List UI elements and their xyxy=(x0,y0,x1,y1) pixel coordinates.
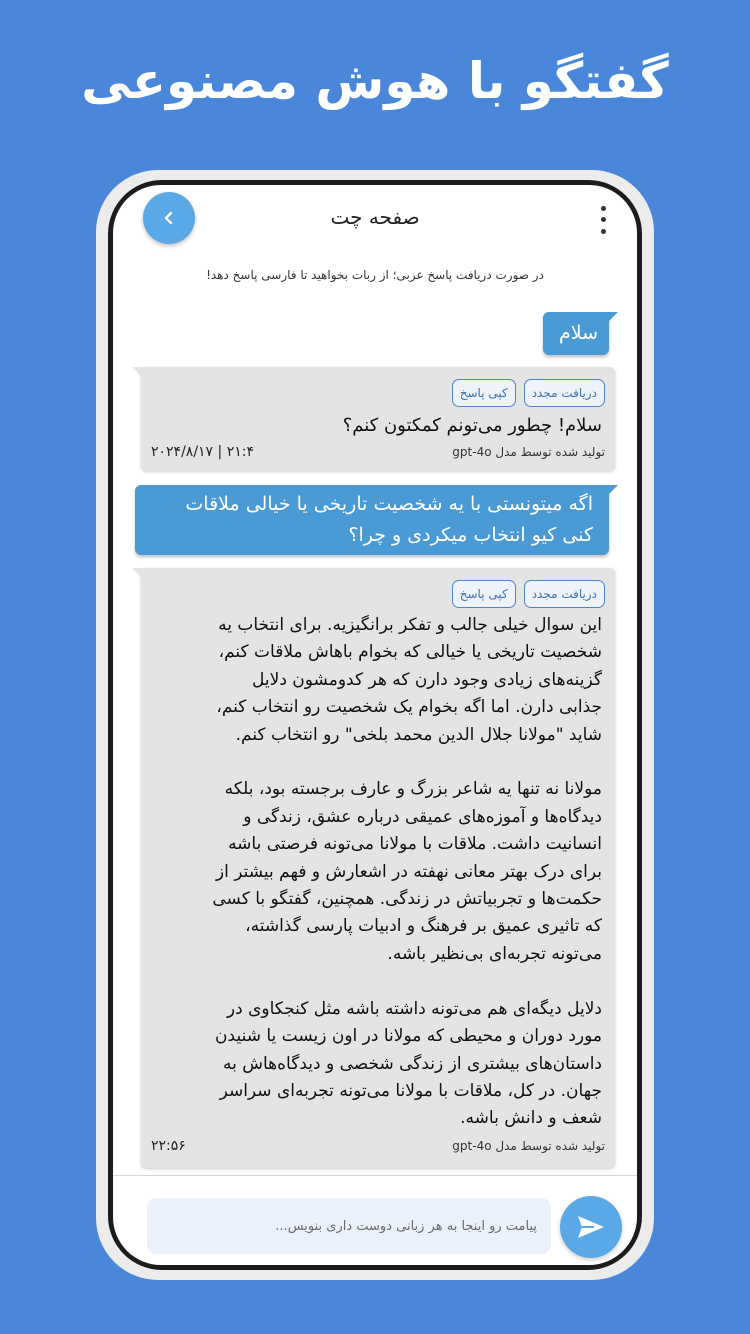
message-actions xyxy=(452,580,605,608)
language-notice: در صورت دریافت پاسخ عربی؛ از ربات بخواهید تا فارسی پاسخ دهد! xyxy=(206,268,544,282)
message-meta xyxy=(151,442,605,462)
app-header xyxy=(113,185,637,259)
model-label: تولید شده توسط مدل gpt-4o xyxy=(452,1139,605,1153)
chat-screen xyxy=(113,185,637,1265)
more-options-button[interactable] xyxy=(591,203,615,237)
copy-button[interactable]: کپی پاسخ xyxy=(452,379,516,407)
user-message-text: سلام xyxy=(558,322,598,344)
message-input[interactable] xyxy=(147,1198,551,1254)
message-actions xyxy=(452,379,605,407)
promo-title: گفتگو با هوش مصنوعی xyxy=(81,52,669,110)
message-meta xyxy=(151,1136,605,1156)
bot-message-text: سلام! چطور می‌تونم کمکتون کنم؟ xyxy=(342,415,602,436)
model-label: تولید شده توسط مدل gpt-4o xyxy=(452,445,605,459)
bot-message-text: این سوال خیلی جالب و تفکر برانگیزیه. برای انتخاب یه شخصیت تاریخی یا خیالی که بخوام باهاش ملاقات کنم، گزینه‌های زیادی وجود دارن که هر کدومشون دلایل جذابی دارن. اما اگه بخوام یک شخصیت رو انتخاب کنم، شاید "مولانا جلال الدین محمد بلخی" رو انتخاب کنم. مولانا نه تنها یه شاعر بزرگ و عارف برجسته بود، بلکه دیدگاه‌ها و آموزه‌های عمیقی درباره عشق، زندگی و انسانیت داشت. ملاقات با مولانا می‌تونه فرصتی باشه برای درک بهتر معانی نهفته در اشعارش و فهم بیشتر از حکمت‌ها و تجربیاتش در زندگی. همچنین، گفتگو با کسی که تاثیری عمیق بر فرهنگ و ادبیات پارسی گذاشته، می‌تونه تجربه‌ای بی‌نظیر باشه. دلایل دیگه‌ای هم می‌تونه داشته باشه مثل کنجکاوی در مورد دوران و محیطی که مولانا در اون زیست یا شنیدن داستان‌های بیشتری از زندگی شخصی و دیدگاه‌هاش به جهان. در کل، ملاقات با مولانا می‌تونه تجربه‌ای سراسر شعف و دانش باشه. xyxy=(212,615,602,1129)
send-icon xyxy=(576,1214,606,1240)
send-button[interactable] xyxy=(560,1196,622,1258)
user-message xyxy=(543,312,609,355)
bot-message xyxy=(141,568,615,1168)
user-message-text: اگه میتونستی با یه شخصیت تاریخی یا خیالی ملاقات کنی کیو انتخاب میکردی و چرا؟ xyxy=(185,493,593,546)
copy-button[interactable]: کپی پاسخ xyxy=(452,580,516,608)
page-title: صفحه چت xyxy=(330,205,420,229)
message-timestamp: ۲۲:۵۶ xyxy=(151,1138,186,1154)
regenerate-button[interactable]: دریافت مجدد xyxy=(524,580,605,608)
message-timestamp: ۲۰۲۴/۸/۱۷ | ۲۱:۴ xyxy=(151,444,254,460)
user-message xyxy=(135,485,609,555)
phone-bezel xyxy=(108,180,642,1270)
phone-frame xyxy=(96,170,654,1280)
bot-message xyxy=(141,367,615,471)
regenerate-button[interactable]: دریافت مجدد xyxy=(524,379,605,407)
more-vertical-icon xyxy=(601,206,606,211)
composer-divider xyxy=(113,1175,637,1176)
